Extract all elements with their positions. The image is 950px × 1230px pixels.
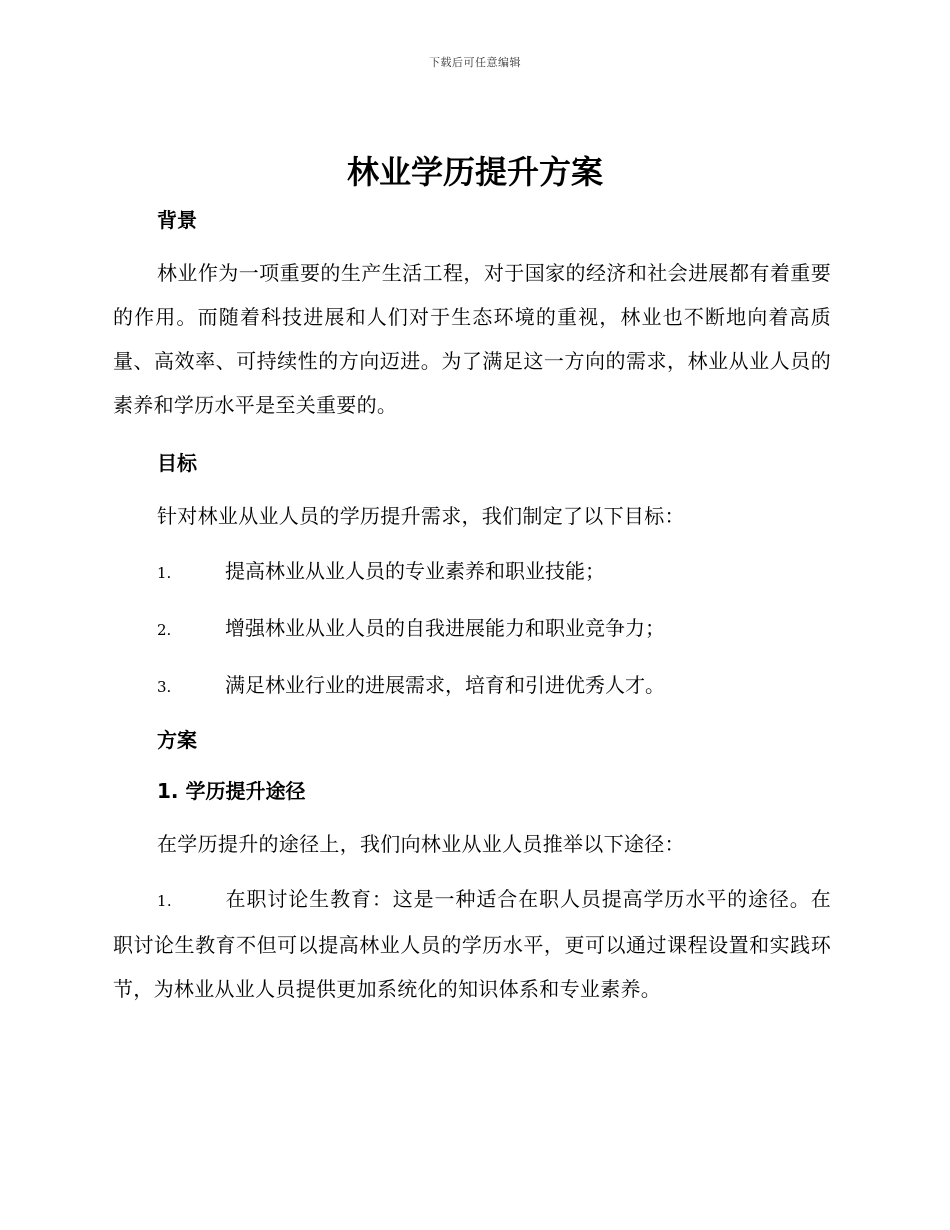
list-item-text: 在职讨论生教育：这是一种适合在职人员提高学历水平的途径。在职讨论生教育不但可以提高林业人员的学历水平，更可以通过课程设置和实践环节，为林业从业人员提供更加系统化的知识体系和专业素养。 (113, 887, 831, 1001)
list-item-text: 满足林业行业的进展需求，培育和引进优秀人才。 (225, 673, 665, 697)
section-heading-background: 背景 (157, 208, 197, 232)
goals-list (113, 549, 831, 709)
section-heading-plan: 方案 (157, 728, 197, 752)
header-note: 下载后可任意编辑 (429, 56, 521, 69)
list-item (113, 663, 831, 709)
list-item-text: 提高林业从业人员的专业素养和职业技能； (225, 559, 605, 583)
subsection-heading-pathways: 1. 学历提升途径 (157, 779, 306, 803)
background-paragraph: 林业作为一项重要的生产生活工程，对于国家的经济和社会进展都有着重要的作用。而随着科技进展和人们对于生态环境的重视，林业也不断地向着高质量、高效率、可持续性的方向迈进。为了满足这一方向的需求，林业从业人员的素养和学历水平是至关重要的。 (113, 261, 831, 417)
list-item-text: 增强林业从业人员的自我进展能力和职业竞争力； (225, 616, 665, 640)
list-item-number: 1. (157, 892, 172, 910)
plan-item-1 (113, 877, 831, 1011)
plan-intro: 在学历提升的途径上，我们向林业从业人员推举以下途径： (157, 832, 685, 856)
list-item-number: 3. (157, 678, 172, 696)
list-item-number: 2. (157, 621, 172, 639)
document-title: 林业学历提升方案 (346, 153, 603, 191)
section-heading-goals: 目标 (157, 451, 197, 475)
list-item (113, 606, 831, 652)
document-body (113, 200, 831, 1011)
list-item-number: 1. (157, 564, 172, 582)
goals-intro: 针对林业从业人员的学历提升需求，我们制定了以下目标： (157, 504, 685, 528)
list-item (113, 549, 831, 595)
